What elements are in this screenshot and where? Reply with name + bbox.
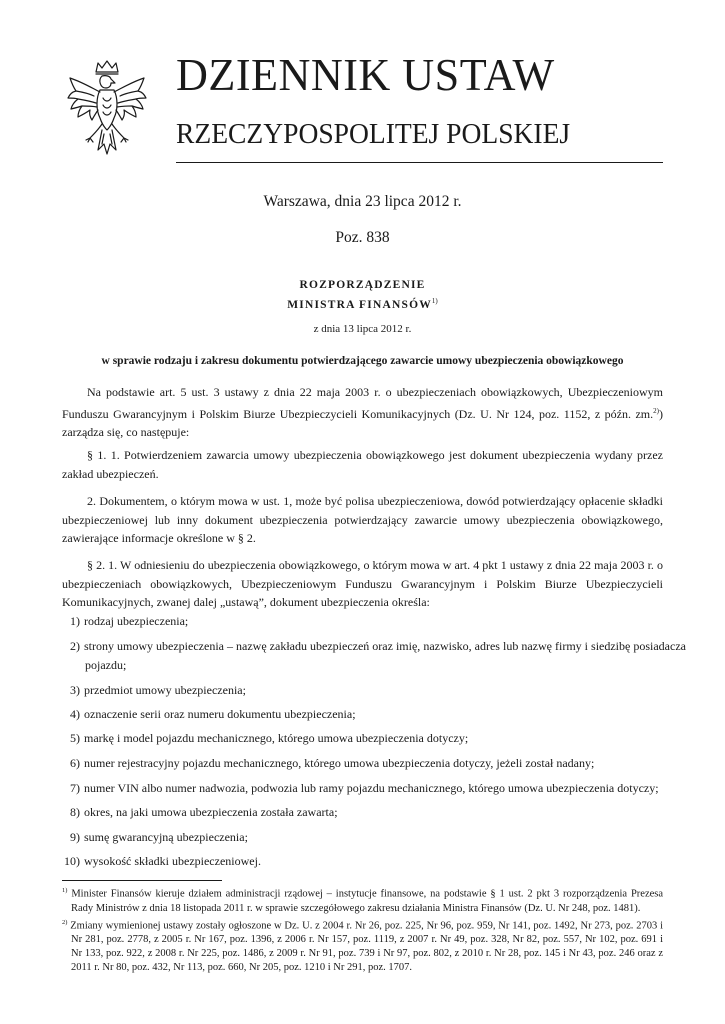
footnote <box>62 916 663 976</box>
list-item <box>62 612 663 631</box>
footnote-divider <box>62 880 222 881</box>
footnote-ref: 1) <box>431 297 438 305</box>
footnote-ref: 2) <box>653 406 659 415</box>
paragraph-1-2 <box>62 492 663 548</box>
list-text: wysokość składki ubezpieczeniowej. <box>84 854 261 868</box>
eagle-emblem-icon <box>62 58 152 162</box>
gazette-title: DZIENNIK USTAW <box>176 49 555 100</box>
list-item <box>62 803 663 822</box>
header-divider <box>176 162 663 163</box>
paragraph-text: 2. Dokumentem, o którym mowa w ust. 1, może być polisa ubezpieczeniowa, dowód potwierdzający opłacenie składki ubezpieczeniowej lub inny dokument ubezpieczenia potwierdzający zawarcie umowy ubezpieczenia obowiązkowego, zawierające informacje określone w § 2. <box>62 494 663 546</box>
preamble-text: Na podstawie art. 5 ust. 3 ustawy z dnia 22 maja 2003 r. o ubezpieczeniach obowiązkowych, Ubezpieczeniowym Funduszu Gwarancyjnym i Polskim Biurze Ubezpieczycieli Komunikacyjnych (Dz. U. Nr 124, poz. 1152, z późn. zm. <box>62 385 663 421</box>
paragraph-text: § 2. 1. W odniesieniu do ubezpieczenia obowiązkowego, o którym mowa w art. 4 pkt 1 ustawy z dnia 22 maja 2003 r. o ubezpieczeniach obowiązkowych, Ubezpieczeniowym Funduszu Gwarancyjnym i Polskim Biurze Ubezpieczycieli Komunikacyjnych, zwanej dalej „ustawą”, dokument ubezpieczenia określa: <box>62 558 663 610</box>
paragraph-2-1 <box>62 556 663 612</box>
gazette-subtitle: RZECZYPOSPOLITEJ POLSKIEJ <box>176 118 571 150</box>
publication-date: Warszawa, dnia 23 lipca 2012 r. <box>263 193 462 210</box>
list-text: sumę gwarancyjną ubezpieczenia; <box>84 830 248 844</box>
footnote <box>62 884 663 916</box>
paragraph-text: § 1. 1. Potwierdzeniem zawarcia umowy ubezpieczenia obowiązkowego jest dokument ubezpieczenia wydany przez zakład ubezpieczeń. <box>62 448 663 481</box>
footnote-mark: 1) <box>62 887 68 894</box>
footnotes <box>62 884 663 975</box>
list-number: 6) <box>70 756 80 770</box>
act-subject: w sprawie rodzaju i zakresu dokumentu potwierdzającego zawarcie umowy ubezpieczenia obowiązkowego <box>101 355 624 367</box>
list-number: 1) <box>70 614 80 628</box>
list-text: przedmiot umowy ubezpieczenia; <box>84 683 246 697</box>
list-item <box>62 754 663 773</box>
list-number: 7) <box>70 781 80 795</box>
list-item <box>62 705 663 724</box>
list-number: 2) <box>70 639 80 653</box>
act-date: z dnia 13 lipca 2012 r. <box>313 323 412 335</box>
act-author-text: MINISTRA FINANSÓW <box>287 298 432 311</box>
list-text: numer VIN albo numer nadwozia, podwozia lub ramy pojazdu mechanicznego, którego umowa ubezpieczenia dotyczy; <box>84 781 659 795</box>
preamble <box>62 383 663 442</box>
act-type: ROZPORZĄDZENIE <box>299 279 426 291</box>
list-item <box>62 828 663 847</box>
list-number: 8) <box>70 805 80 819</box>
list-item <box>62 779 663 798</box>
list-number: 5) <box>70 731 80 745</box>
list-item <box>62 852 663 871</box>
list-number: 9) <box>70 830 80 844</box>
footnote-text: Minister Finansów kieruje działem administracji rządowej – instytucje finansowe, na podstawie § 1 ust. 2 pkt 3 rozporządzenia Prezesa Rady Ministrów z dnia 18 listopada 2011 r. w sprawie szczegółowego zakresu działania Ministra Finansów (Dz. U. Nr 248, poz. 1481). <box>71 888 664 914</box>
list-number: 4) <box>70 707 80 721</box>
footnote-text: Zmiany wymienionej ustawy zostały ogłoszone w Dz. U. z 2004 r. Nr 26, poz. 225, Nr 96, poz. 959, Nr 141, poz. 1492, Nr 273, poz. 2703 i Nr 281, poz. 2778, z 2005 r. Nr 167, poz. 1396, z 2006 r. Nr 157, poz. 1119, z 2007 r. Nr 49, poz. 328, Nr 82, poz. 557, Nr 102, poz. 691 i Nr 133, poz. 922, z 2008 r. Nr 225, poz. 1486, z 2009 r. Nr 91, poz. 739 i Nr 97, poz. 802, z 2010 r. Nr 28, poz. 145 i Nr 43, poz. 246 oraz z 2011 r. Nr 80, poz. 432, Nr 113, poz. 660, Nr 205, poz. 1210 i Nr 291, poz. 1707. <box>70 920 664 973</box>
list-text: rodzaj ubezpieczenia; <box>84 614 189 628</box>
list-text: oznaczenie serii oraz numeru dokumentu ubezpieczenia; <box>84 707 356 721</box>
list-number: 3) <box>70 683 80 697</box>
paragraph-1-1 <box>62 446 663 483</box>
list-text: okres, na jaki umowa ubezpieczenia została zawarta; <box>84 805 338 819</box>
preamble-tail: ) zarządza się, co następuje: <box>62 406 663 440</box>
list-number: 10) <box>64 854 80 868</box>
list-text: numer rejestracyjny pojazdu mechanicznego, którego umowa ubezpieczenia dotyczy, jeżeli został nadany; <box>84 756 595 770</box>
list-item <box>62 729 663 748</box>
list-item <box>62 681 663 700</box>
position-number: Poz. 838 <box>335 229 390 246</box>
footnote-mark: 2) <box>62 918 68 926</box>
list-text: markę i model pojazdu mechanicznego, którego umowa ubezpieczenia dotyczy; <box>84 731 469 745</box>
act-author <box>0 297 725 311</box>
list-item <box>62 637 686 674</box>
list-text: strony umowy ubezpieczenia – nazwę zakładu ubezpieczeń oraz imię, nazwisko, adres lub nazwę firmy i siedzibę posiadacza pojazdu; <box>84 639 686 672</box>
